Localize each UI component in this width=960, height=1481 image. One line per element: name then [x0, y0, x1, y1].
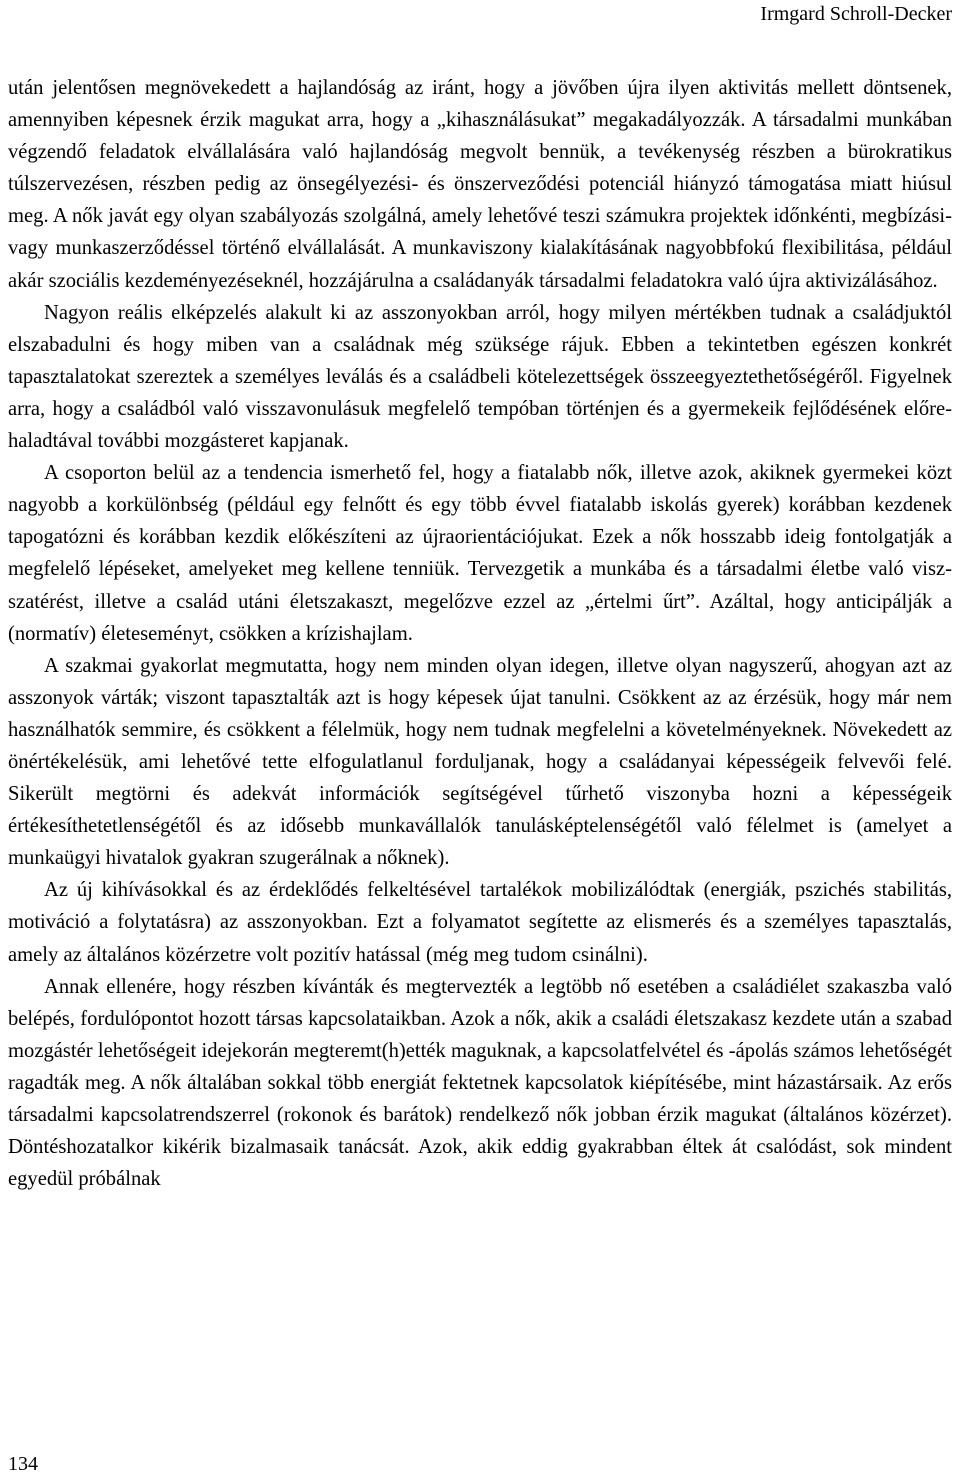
- body-text: [8, 72, 952, 1195]
- paragraph-2: Nagyon reális elképzelés alakult ki az asszonyokban arról, hogy milyen mértékben tudnak a családjuktól elszabadulni és hogy miben van a családnak még szüksége rájuk. Ebben a tekintetben egészen konkrét tapasztalatokat szereztek a személyes leválás és a családbeli kötelezettségek összeegyeztethetőségéről. Figyelnek arra, hogy a családból való visszavonulásuk megfelelő tempóban történjen és a gyermekeik fejlődésének előrehaladtával további mozgásteret kapjanak.: [8, 301, 952, 453]
- page-number: 134: [8, 1453, 38, 1475]
- paragraph-6: Annak ellenére, hogy részben kívánták és megtervezték a legtöbb nő esetében a családiélet szakaszba való belépés, fordulópontot hozott társas kapcsolataikban. Azok a nők, akik a családi életszakasz kezdete után a szabad mozgástér lehetőségeit idejekorán megteremt(h)ették maguknak, a kapcsolatfelvétel és -ápolás számos lehetőségét ragadták meg. A nők általában sokkal több energiát fektetnek kapcsolatok kiépítésébe, mint házastársaik. Az erős társadalmi kapcsolatrendszerrel (rokonok és barátok) rendelkező nők jobban érzik magukat (általános közérzet). Döntéshozatalkor kikérik bizalmasaik tanácsát. Azok, akik eddig gyakrabban éltek át csalódást, sok mindent egyedül próbálnak: [8, 975, 952, 1191]
- paragraph-4: A szakmai gyakorlat megmutatta, hogy nem minden olyan idegen, illetve olyan nagyszerű, ahogyan azt az asszonyok várták; viszont tapasztalták azt is hogy képesek újat tanulni. Csökkent az az érzésük, hogy már nem használhatók semmire, és csökkent a félelmük, hogy nem tudnak megfelelni a követelményeknek. Növekedett az önértékelésük, ami lehetővé tette elfogulatlanul forduljanak, hogy a családanyai képességeik felvevői felé. Sikerült megtörni és adekvát információk segítségével tűrhető viszonyba hozni a képességeik értékesíthetetlenségétől és az idősebb munkavállalók tanulásképtelenségétől való félelmet is (amelyet a munkaügyi hivatalok gyakran szugerálnak a nőknek).: [8, 654, 952, 870]
- paragraph-5: Az új kihívásokkal és az érdeklődés felkeltésével tartalékok mobilizálódtak (energiák, pszichés stabilitás, motiváció a folytatásra) az asszonyokban. Ezt a folyamatot segítette az elismerés és a személyes tapasztalás, amely az általános közérzetre volt pozitív hatással (még meg tudom csinálni).: [8, 879, 952, 966]
- paragraph-3: A csoporton belül az a tendencia ismerhető fel, hogy a fiatalabb nők, illetve azok, akiknek gyermekei közt nagyobb a korkülönbség (például egy felnőtt és egy több évvel fiatalabb iskolás gyerek) korábban kezdenek tapogatózni és korábban kezdik előkészíteni az újraorientációjukat. Ezek a nők hosszabb ideig fontolgatják a megfelelő lépéseket, amelyeket meg kellene tenniük. Tervezgetik a munkába és a társadalmi életbe való viszszatérést, illetve a család utáni életszakaszt, megelőzve ezzel az „értelmi űrt”. Azáltal, hogy anticipálják a (normatív) életeseményt, csökken a krízishajlam.: [8, 462, 952, 645]
- paragraph-1: után jelentősen megnövekedett a hajlandóság az iránt, hogy a jövőben újra ilyen aktivitás mellett döntsenek, amennyiben képesnek érzik magukat arra, hogy a „kihasználásukat” megakadályozzák. A társadalmi munkában végzendő feladatok elvállalására való hajlandóság megvolt bennük, a tevékenység részben a bürokratikus túlszervezésen, részben pedig az önsegélyezési- és önszerveződési potenciál hiányzó támogatása miatt hiúsul meg. A nők javát egy olyan szabályozás szolgálná, amely lehetővé teszi számukra projektek időnkénti, megbízási- vagy munkaszerződéssel történő elvállalását. A munkaviszony kialakításának nagyobbfokú flexibilitása, például akár szociális kezdeményezéseknél, hozzájárulna a családanyák társadalmi feladatokra való újra aktivizálásához.: [8, 77, 952, 292]
- running-header: Irmgard Schroll-Decker: [760, 3, 952, 25]
